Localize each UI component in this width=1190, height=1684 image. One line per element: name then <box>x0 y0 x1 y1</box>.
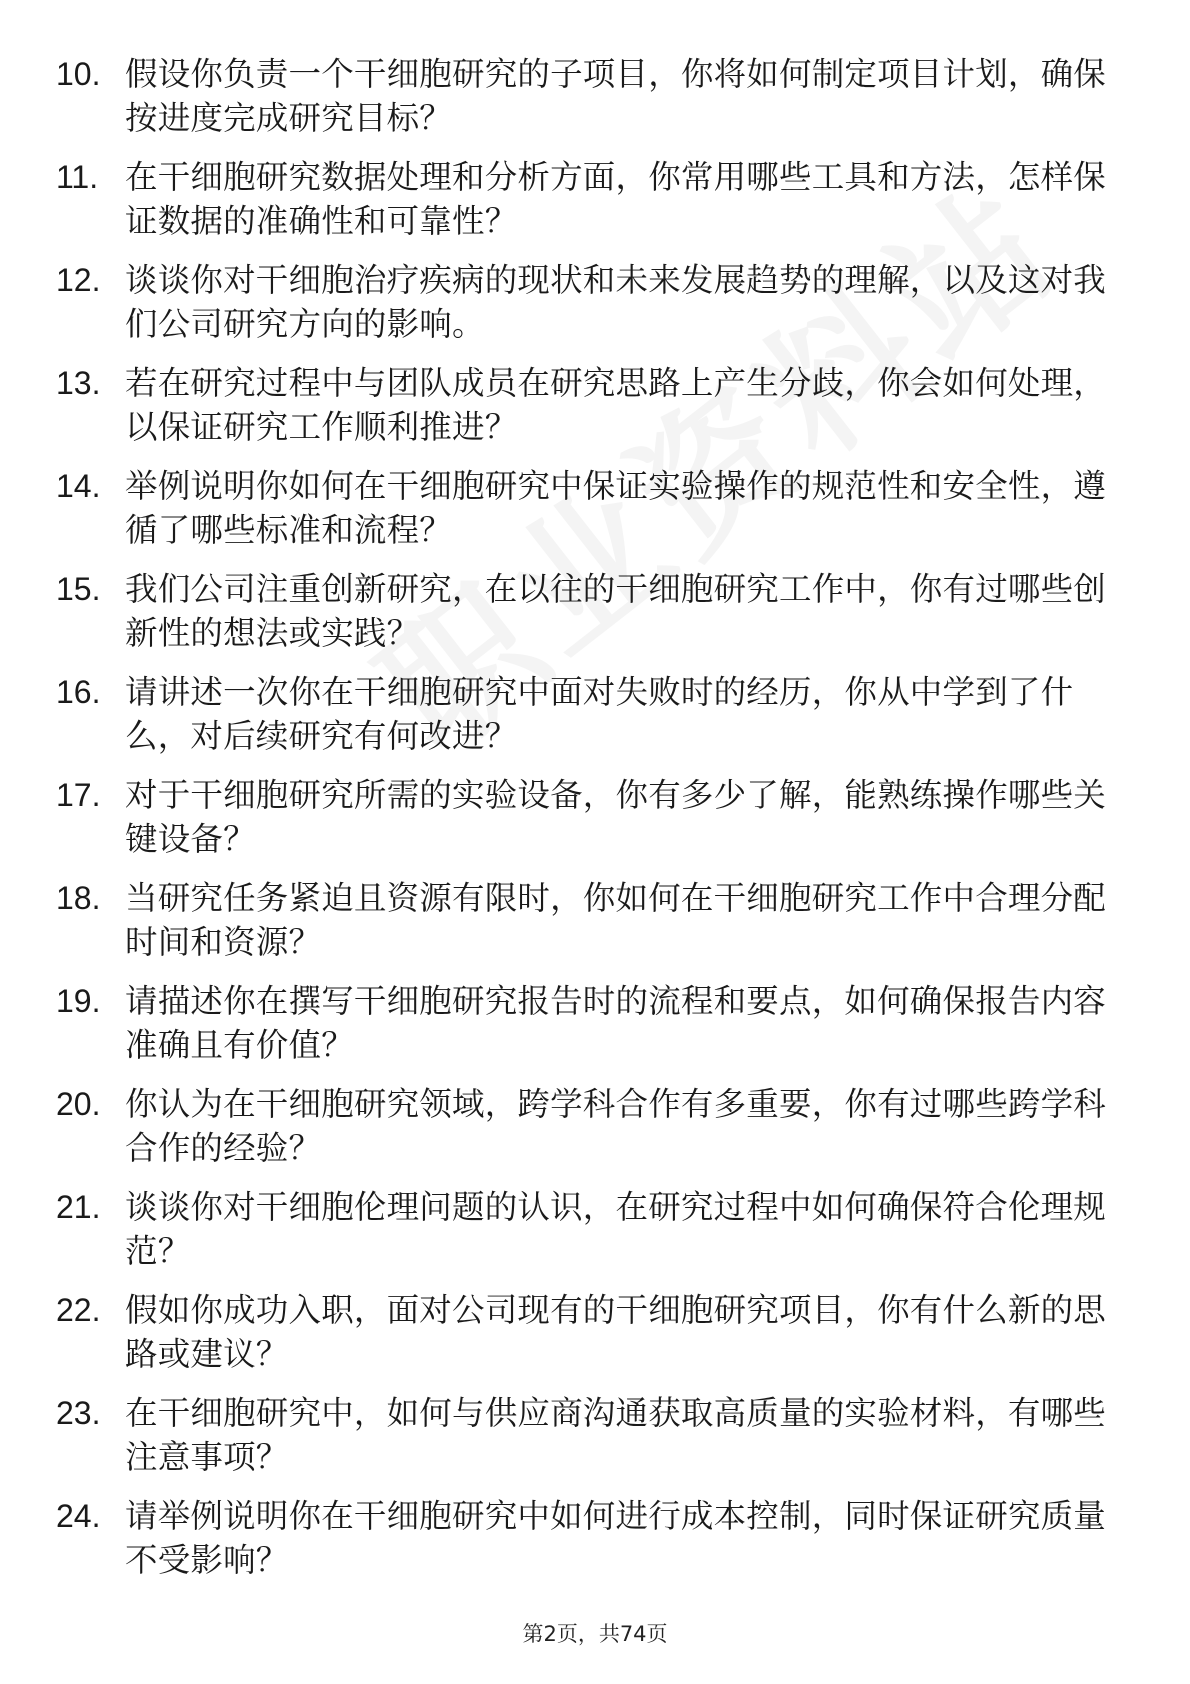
question-item <box>0 567 1190 670</box>
question-text: 假如你成功入职，面对公司现有的干细胞研究项目，你有什么新的思路或建议？ <box>125 1291 1107 1373</box>
question-text: 请讲述一次你在干细胞研究中面对失败时的经历，你从中学到了什么，对后续研究有何改进？ <box>125 673 1074 755</box>
question-number: 18. <box>56 880 101 916</box>
question-text: 谈谈你对干细胞伦理问题的认识，在研究过程中如何确保符合伦理规范？ <box>125 1188 1107 1270</box>
question-number: 10. <box>56 56 101 92</box>
question-number: 19. <box>56 983 101 1019</box>
question-text: 请描述你在撰写干细胞研究报告时的流程和要点，如何确保报告内容准确且有价值？ <box>125 982 1107 1064</box>
question-number: 23. <box>56 1395 101 1431</box>
question-item <box>0 155 1190 258</box>
question-number: 16. <box>56 674 101 710</box>
question-item <box>0 1288 1190 1391</box>
question-text: 在干细胞研究中，如何与供应商沟通获取高质量的实验材料，有哪些注意事项？ <box>125 1394 1107 1476</box>
question-item <box>0 258 1190 361</box>
question-number: 20. <box>56 1086 101 1122</box>
question-text: 当研究任务紧迫且资源有限时，你如何在干细胞研究工作中合理分配时间和资源？ <box>125 879 1107 961</box>
question-number: 13. <box>56 365 101 401</box>
question-number: 14. <box>56 468 101 504</box>
question-text: 你认为在干细胞研究领域，跨学科合作有多重要，你有过哪些跨学科合作的经验？ <box>125 1085 1107 1167</box>
question-text: 若在研究过程中与团队成员在研究思路上产生分歧，你会如何处理，以保证研究工作顺利推进？ <box>125 364 1107 446</box>
question-text: 谈谈你对干细胞治疗疾病的现状和未来发展趋势的理解，以及这对我们公司研究方向的影响。 <box>125 261 1107 343</box>
question-number: 17. <box>56 777 101 813</box>
question-item <box>0 361 1190 464</box>
question-text: 对于干细胞研究所需的实验设备，你有多少了解，能熟练操作哪些关键设备？ <box>125 776 1107 858</box>
question-number: 24. <box>56 1498 101 1534</box>
question-number: 21. <box>56 1189 101 1225</box>
question-item <box>0 876 1190 979</box>
question-item <box>0 773 1190 876</box>
question-text: 假设你负责一个干细胞研究的子项目，你将如何制定项目计划，确保按进度完成研究目标？ <box>125 55 1107 137</box>
question-item <box>0 1494 1190 1597</box>
question-text: 我们公司注重创新研究，在以往的干细胞研究工作中，你有过哪些创新性的想法或实践？ <box>125 570 1107 652</box>
question-text: 请举例说明你在干细胞研究中如何进行成本控制，同时保证研究质量不受影响？ <box>125 1497 1107 1579</box>
question-text: 在干细胞研究数据处理和分析方面，你常用哪些工具和方法，怎样保证数据的准确性和可靠性？ <box>125 158 1107 240</box>
question-number: 11. <box>56 159 99 195</box>
question-item <box>0 52 1190 155</box>
question-text: 举例说明你如何在干细胞研究中保证实验操作的规范性和安全性，遵循了哪些标准和流程？ <box>125 467 1107 549</box>
question-item <box>0 979 1190 1082</box>
question-item <box>0 1391 1190 1494</box>
question-number: 15. <box>56 571 101 607</box>
question-list <box>0 52 1190 1597</box>
question-number: 12. <box>56 262 101 298</box>
question-number: 22. <box>56 1292 101 1328</box>
question-item <box>0 464 1190 567</box>
question-item <box>0 1185 1190 1288</box>
question-item <box>0 670 1190 773</box>
page-footer: 第2页，共74页 <box>522 1622 668 1646</box>
question-item <box>0 1082 1190 1185</box>
